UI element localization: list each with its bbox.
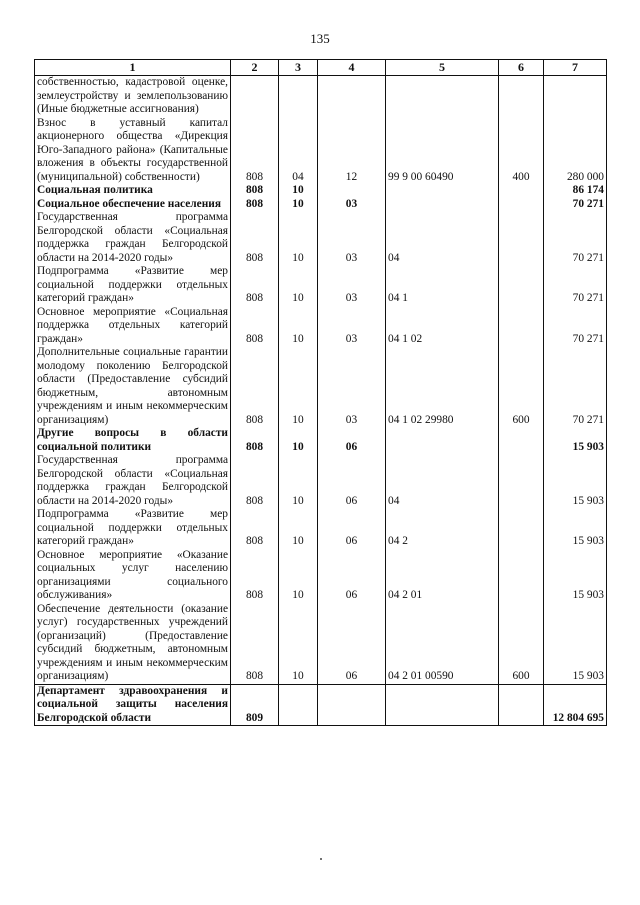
ministry-code-cell: 809 — [231, 684, 279, 726]
subsection-code-cell: 06 — [318, 549, 386, 603]
ministry-code-cell: 808 — [231, 427, 279, 454]
amount-cell: 70 271 — [544, 306, 607, 347]
amount-cell — [544, 76, 607, 117]
table-row — [35, 346, 607, 427]
table-row — [35, 306, 607, 347]
target-article-cell: 04 2 01 00590 — [386, 603, 499, 685]
ministry-code-cell: 808 — [231, 454, 279, 508]
expense-type-cell — [499, 549, 544, 603]
column-header-3: 3 — [279, 60, 318, 76]
ministry-code-cell: 808 — [231, 306, 279, 347]
table-row — [35, 117, 607, 185]
section-code-cell: 04 — [279, 117, 318, 185]
ministry-code-cell: 808 — [231, 346, 279, 427]
expense-type-cell — [499, 454, 544, 508]
table-row — [35, 549, 607, 603]
scan-speck — [320, 858, 322, 860]
column-header-4: 4 — [318, 60, 386, 76]
description-cell: собственностью, кадастровой оценке, землеустройству и землепользованию (Иные бюджетные ассигнования) — [35, 76, 231, 117]
expense-type-cell: 600 — [499, 603, 544, 685]
description-cell: Обеспечение деятельности (оказание услуг) государственных учреждений (организаций) (Предоставление субсидий бюджетным, автономным учреждениям и иным некоммерческим организациям) — [35, 603, 231, 685]
amount-cell: 15 903 — [544, 508, 607, 549]
subsection-code-cell: 06 — [318, 454, 386, 508]
table-row — [35, 198, 607, 212]
subsection-code-cell: 03 — [318, 198, 386, 212]
target-article-cell: 04 — [386, 454, 499, 508]
target-article-cell — [386, 76, 499, 117]
table-row — [35, 454, 607, 508]
expense-type-cell — [499, 184, 544, 198]
ministry-code-cell: 808 — [231, 265, 279, 306]
budget-table — [34, 59, 607, 726]
expense-type-cell — [499, 427, 544, 454]
ministry-code-cell: 808 — [231, 117, 279, 185]
section-code-cell: 10 — [279, 211, 318, 265]
description-cell: Основное мероприятие «Социальная поддержка отдельных категорий граждан» — [35, 306, 231, 347]
section-code-cell — [279, 76, 318, 117]
section-code-cell: 10 — [279, 306, 318, 347]
column-header-6: 6 — [499, 60, 544, 76]
column-header-5: 5 — [386, 60, 499, 76]
section-code-cell — [279, 684, 318, 726]
section-code-cell: 10 — [279, 549, 318, 603]
subsection-code-cell: 03 — [318, 211, 386, 265]
table-row — [35, 508, 607, 549]
target-article-cell: 04 2 — [386, 508, 499, 549]
amount-cell: 15 903 — [544, 427, 607, 454]
amount-cell: 70 271 — [544, 198, 607, 212]
table-row — [35, 211, 607, 265]
description-cell: Подпрограмма «Развитие мер социальной поддержки отдельных категорий граждан» — [35, 508, 231, 549]
expense-type-cell — [499, 211, 544, 265]
subsection-code-cell — [318, 684, 386, 726]
subsection-code-cell: 03 — [318, 346, 386, 427]
target-article-cell — [386, 198, 499, 212]
target-article-cell: 04 1 02 29980 — [386, 346, 499, 427]
ministry-code-cell: 808 — [231, 184, 279, 198]
amount-cell: 15 903 — [544, 603, 607, 685]
section-code-cell: 10 — [279, 184, 318, 198]
column-header-1: 1 — [35, 60, 231, 76]
description-cell: Социальная политика — [35, 184, 231, 198]
target-article-cell — [386, 427, 499, 454]
table-row — [35, 76, 607, 117]
description-cell: Основное мероприятие «Оказание социальных услуг населению организациями социального обслуживания» — [35, 549, 231, 603]
amount-cell: 280 000 — [544, 117, 607, 185]
description-cell: Дополнительные социальные гарантии молодому поколению Белгородской области (Предоставление субсидий бюджетным, автономным учреждениям и иным некоммерческим организациям) — [35, 346, 231, 427]
section-code-cell: 10 — [279, 454, 318, 508]
subsection-code-cell: 12 — [318, 117, 386, 185]
target-article-cell: 04 1 — [386, 265, 499, 306]
section-code-cell: 10 — [279, 508, 318, 549]
ministry-code-cell: 808 — [231, 508, 279, 549]
subsection-code-cell — [318, 76, 386, 117]
description-cell: Государственная программа Белгородской области «Социальная поддержка граждан Белгородской области на 2014-2020 годы» — [35, 454, 231, 508]
target-article-cell: 99 9 00 60490 — [386, 117, 499, 185]
column-header-2: 2 — [231, 60, 279, 76]
table-header — [35, 60, 607, 76]
amount-cell: 12 804 695 — [544, 684, 607, 726]
amount-cell: 70 271 — [544, 346, 607, 427]
subsection-code-cell — [318, 184, 386, 198]
expense-type-cell — [499, 306, 544, 347]
description-cell: Подпрограмма «Развитие мер социальной поддержки отдельных категорий граждан» — [35, 265, 231, 306]
expense-type-cell — [499, 508, 544, 549]
target-article-cell — [386, 684, 499, 726]
expense-type-cell — [499, 265, 544, 306]
column-header-7: 7 — [544, 60, 607, 76]
expense-type-cell — [499, 76, 544, 117]
amount-cell: 70 271 — [544, 211, 607, 265]
table-row — [35, 184, 607, 198]
ministry-code-cell: 808 — [231, 211, 279, 265]
expense-type-cell — [499, 684, 544, 726]
amount-cell: 86 174 — [544, 184, 607, 198]
table-row — [35, 684, 607, 726]
description-cell: Социальное обеспечение населения — [35, 198, 231, 212]
table-body — [35, 76, 607, 726]
amount-cell: 15 903 — [544, 454, 607, 508]
table-row — [35, 427, 607, 454]
section-code-cell: 10 — [279, 427, 318, 454]
subsection-code-cell: 03 — [318, 265, 386, 306]
expense-type-cell: 400 — [499, 117, 544, 185]
target-article-cell: 04 1 02 — [386, 306, 499, 347]
page-number: 135 — [310, 31, 330, 46]
section-code-cell: 10 — [279, 265, 318, 306]
ministry-code-cell — [231, 76, 279, 117]
ministry-code-cell: 808 — [231, 549, 279, 603]
target-article-cell: 04 — [386, 211, 499, 265]
target-article-cell: 04 2 01 — [386, 549, 499, 603]
section-code-cell: 10 — [279, 198, 318, 212]
table-row — [35, 265, 607, 306]
description-cell: Департамент здравоохранения и социальной защиты населения Белгородской области — [35, 684, 231, 726]
description-cell: Другие вопросы в области социальной политики — [35, 427, 231, 454]
subsection-code-cell: 06 — [318, 603, 386, 685]
subsection-code-cell: 03 — [318, 306, 386, 347]
table-row — [35, 603, 607, 685]
target-article-cell — [386, 184, 499, 198]
description-cell: Взнос в уставный капитал акционерного общества «Дирекция Юго-Западного района» (Капитальные вложения в объекты государственной (муниципальной) собственности) — [35, 117, 231, 185]
section-code-cell: 10 — [279, 346, 318, 427]
expense-type-cell: 600 — [499, 346, 544, 427]
ministry-code-cell: 808 — [231, 603, 279, 685]
header-row — [35, 60, 607, 76]
description-cell: Государственная программа Белгородской области «Социальная поддержка граждан Белгородской области на 2014-2020 годы» — [35, 211, 231, 265]
subsection-code-cell: 06 — [318, 508, 386, 549]
ministry-code-cell: 808 — [231, 198, 279, 212]
subsection-code-cell: 06 — [318, 427, 386, 454]
amount-cell: 15 903 — [544, 549, 607, 603]
expense-type-cell — [499, 198, 544, 212]
section-code-cell: 10 — [279, 603, 318, 685]
amount-cell: 70 271 — [544, 265, 607, 306]
